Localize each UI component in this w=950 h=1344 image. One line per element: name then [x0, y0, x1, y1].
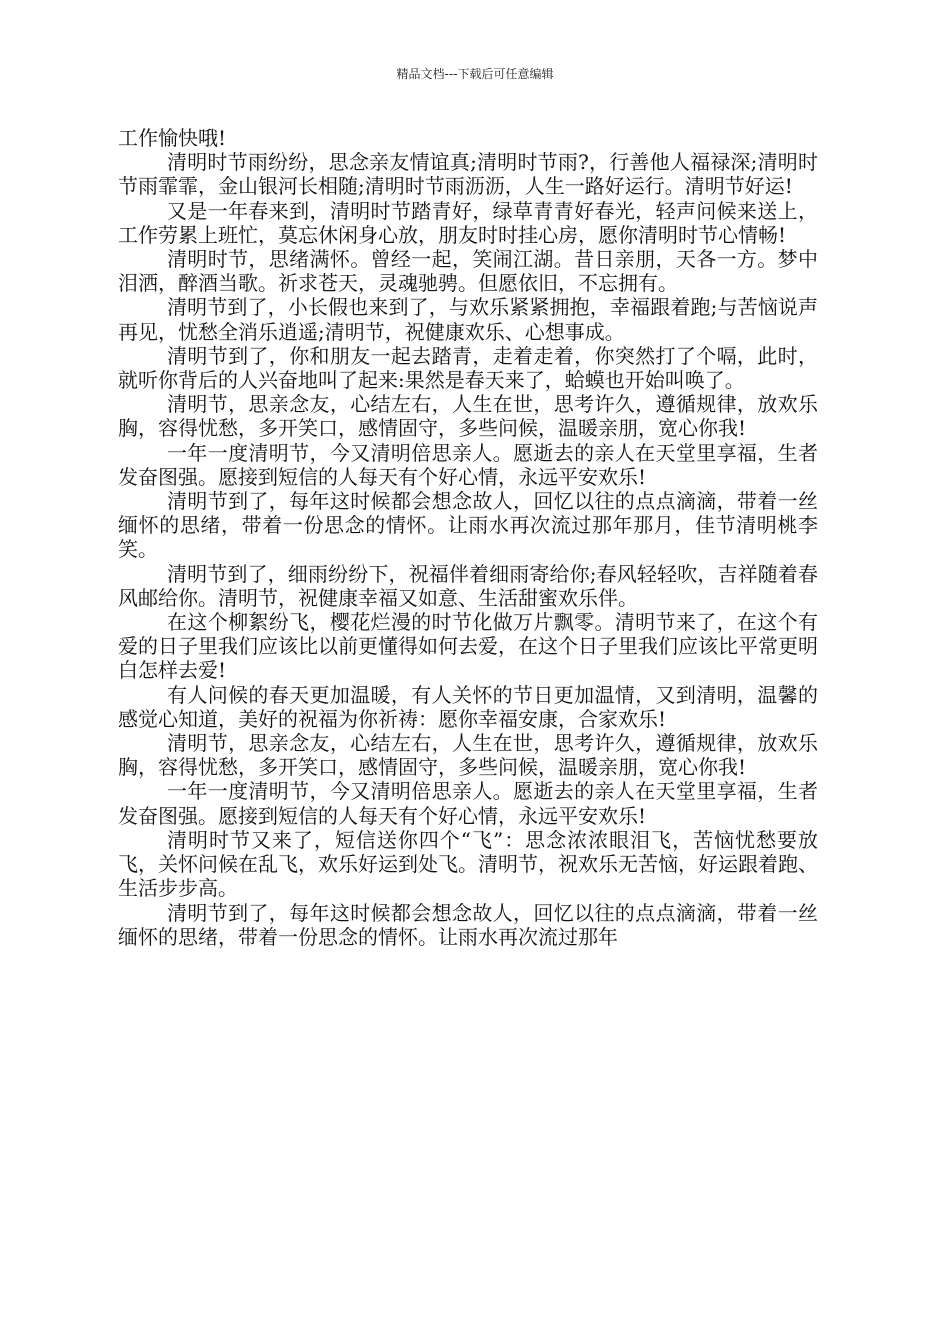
document-body: [118, 126, 818, 949]
paragraph-7: 清明节，思亲念友，心结左右，人生在世，思考许久，遵循规律，放欢乐胸，容得忧愁，多开笑口，感情固守，多些问候，温暖亲朋，宽心你我!: [118, 392, 818, 441]
paragraph-11: 在这个柳絮纷飞，樱花烂漫的时节化做万片飘零。清明节来了，在这个有爱的日子里我们应该比以前更懂得如何去爱，在这个日子里我们应该比平常更明白怎样去爱!: [118, 610, 818, 683]
paragraph-15: 清明时节又来了，短信送你四个“飞”：思念浓浓眼泪飞，苦恼忧愁要放飞，关怀问候在乱飞，欢乐好运到处飞。清明节，祝欢乐无苦恼，好运跟着跑、生活步步高。: [118, 827, 818, 901]
paragraph-5: 清明节到了，小长假也来到了，与欢乐紧紧拥抱，幸福跟着跑;与苦恼说声再见，忧愁全消乐逍遥;清明节，祝健康欢乐、心想事成。: [118, 295, 818, 344]
paragraph-10: 清明节到了，细雨纷纷下，祝福伴着细雨寄给你;春风轻轻吹，吉祥随着春风邮给你。清明节，祝健康幸福又如意、生活甜蜜欢乐伴。: [118, 561, 818, 610]
paragraph-14: 一年一度清明节，今又清明倍思亲人。愿逝去的亲人在天堂里享福，生者发奋图强。愿接到短信的人每天有个好心情，永远平安欢乐!: [118, 779, 818, 828]
paragraph-16: 清明节到了，每年这时候都会想念故人，回忆以往的点点滴滴，带着一丝缅怀的思绪，带着一份思念的情怀。让雨水再次流过那年: [118, 900, 818, 949]
paragraph-8: 一年一度清明节，今又清明倍思亲人。愿逝去的亲人在天堂里享福，生者发奋图强。愿接到短信的人每天有个好心情，永远平安欢乐!: [118, 440, 818, 489]
paragraph-13: 清明节，思亲念友，心结左右，人生在世，思考许久，遵循规律，放欢乐胸，容得忧愁，多开笑口，感情固守，多些问候，温暖亲朋，宽心你我!: [118, 731, 818, 780]
paragraph-9: 清明节到了，每年这时候都会想念故人，回忆以往的点点滴滴，带着一丝缅怀的思绪，带着一份思念的情怀。让雨水再次流过那年那月，佳节清明桃李笑。: [118, 489, 818, 562]
paragraph-2: 清明时节雨纷纷，思念亲友情谊真;清明时节雨?，行善他人福禄深;清明时节雨霏霏，金山银河长相随;清明时节雨沥沥，人生一路好运行。清明节好运!: [118, 150, 818, 199]
paragraph-3: 又是一年春来到，清明时节踏青好，绿草青青好春光，轻声问候来送上，工作劳累上班忙，莫忘休闲身心放，朋友时时挂心房，愿你清明时节心情畅!: [118, 198, 818, 247]
paragraph-4: 清明时节，思绪满怀。曾经一起，笑闹江湖。昔日亲朋，天各一方。梦中泪洒，醉酒当歌。祈求苍天，灵魂驰骋。但愿依旧，不忘拥有。: [118, 247, 818, 296]
paragraph-1: 工作愉快哦!: [118, 126, 227, 150]
paragraph-6: 清明节到了，你和朋友一起去踏青，走着走着，你突然打了个嗝，此时，就听你背后的人兴奋地叫了起来:果然是春天来了，蛤蟆也开始叫唤了。: [118, 343, 818, 393]
page-header: 精品文档---下载后可任意编辑: [396, 67, 554, 81]
paragraph-12: 有人问候的春天更加温暖，有人关怀的节日更加温情，又到清明，温馨的感觉心知道，美好的祝福为你祈祷：愿你幸福安康，合家欢乐!: [118, 682, 818, 731]
